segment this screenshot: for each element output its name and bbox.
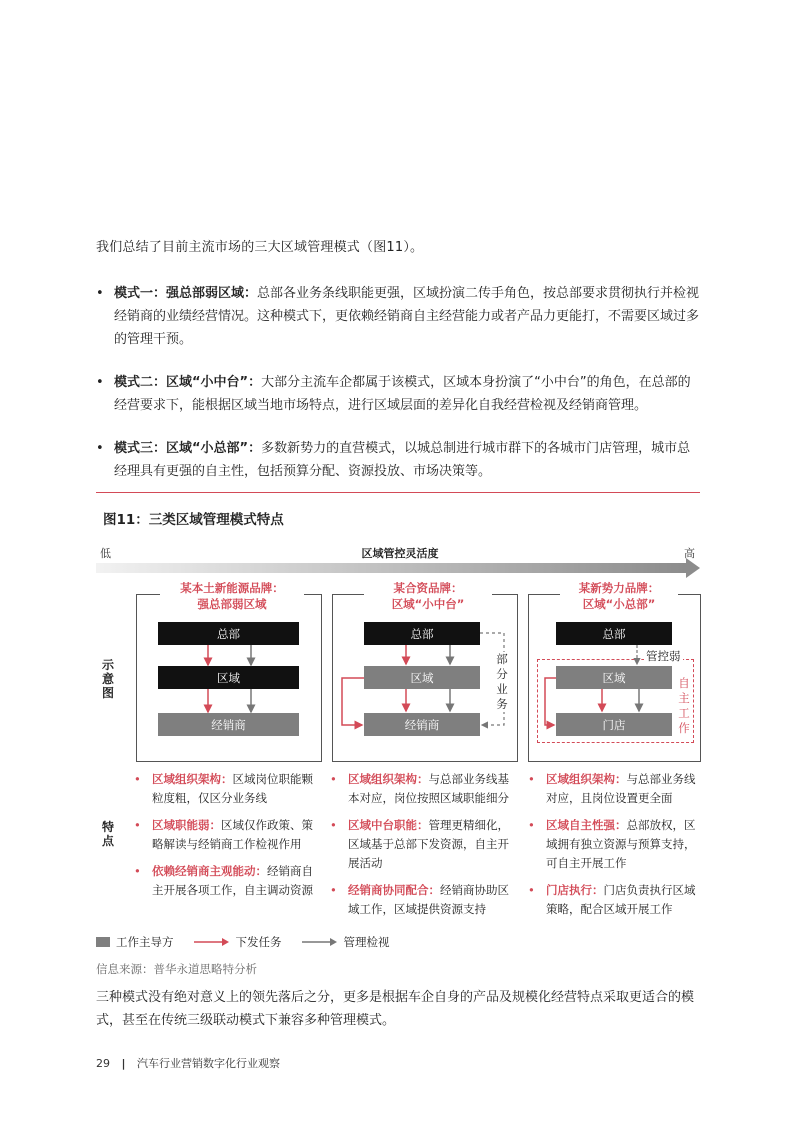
hq-box: 总部 [158, 622, 299, 645]
section-divider [96, 492, 700, 493]
side-label-features: 特点 [101, 820, 114, 848]
flexibility-gradient-bar [96, 563, 686, 573]
bullet-heading: 模式三：区域“小总部”： [114, 441, 262, 456]
legend-review: 管理检视 [343, 935, 390, 949]
bullet-text: 总部各业务条线职能更强，区域扮演二传手角色，按总部要求贯彻执行并检视经销商的业绩经营情况。这种模式下，更依赖经销商自主经营能力或者产品力更能打，不需要区域过多的管理干预。 [114, 286, 700, 347]
region-box: 区域 [364, 666, 480, 689]
self-work-note: 自主工作 [678, 676, 690, 735]
axis-title: 区域管控灵活度 [361, 547, 439, 560]
feature-item: • 区域中台职能：管理更精细化，区域基于总部下发资源，自主开展活动 [330, 818, 509, 870]
column-3-arrows [528, 622, 699, 742]
lead-swatch [96, 937, 110, 947]
bullet-text: 大部分主流车企都属于该模式，区域本身扮演了“小中台”的角色，在总部的经营要求下，能根据区域当地市场特点，进行区域层面的差异化自我经营检视及经销商管理。 [114, 375, 691, 413]
axis-low-label: 低 [100, 547, 111, 560]
hq-box: 总部 [364, 622, 480, 645]
column-2-mode: 区域“小中台” [391, 597, 465, 611]
column-3-features [528, 770, 702, 927]
bullet-dot: • [96, 286, 104, 301]
region-box: 区域 [158, 666, 299, 689]
feature-item: • 门店执行：门店负责执行区域策略，配合区域开展工作 [528, 883, 696, 916]
hq-box: 总部 [556, 622, 672, 645]
region-box: 区域 [556, 666, 672, 689]
dealer-box: 经销商 [158, 713, 299, 736]
bullet-list [96, 282, 700, 503]
figure-legend [96, 934, 390, 950]
bullet-dot: • [96, 441, 104, 456]
bullet-mode-3 [96, 437, 700, 483]
bullet-mode-1 [96, 282, 700, 351]
feature-item: • 经销商协同配合：经销商协助区域工作，区域提供资源支持 [330, 883, 509, 916]
axis-high-label: 高 [684, 547, 695, 560]
column-2-brand: 某合资品牌： [393, 581, 463, 595]
feature-item: • 区域职能弱：区域仅作政策、策略解读与经销商工作检视作用 [134, 818, 313, 851]
figure-title: 图11：三类区域管理模式特点 [103, 512, 284, 528]
feature-item: • 区域组织架构：区域岗位职能颗粒度粗，仅区分业务线 [134, 772, 313, 805]
column-1-arrows [158, 645, 299, 713]
column-2-features [330, 770, 518, 927]
bullet-heading: 模式二：区域“小中台”： [114, 375, 262, 390]
store-box: 门店 [556, 713, 672, 736]
column-3-brand: 某新势力品牌： [578, 581, 660, 595]
gradient-arrow-head [686, 558, 700, 578]
column-1-brand: 某本土新能源品牌： [180, 581, 284, 595]
column-1-header [160, 580, 304, 612]
bullet-dot: • [96, 375, 104, 390]
dealer-box: 经销商 [364, 713, 480, 736]
page-number: 29 [96, 1057, 110, 1070]
figure-source: 信息来源：普华永道思略特分析 [96, 962, 257, 976]
side-label-diagram: 示意图 [101, 658, 114, 700]
column-1-mode: 强总部弱区域 [197, 597, 267, 611]
column-1-features [134, 770, 324, 908]
bullet-mode-2 [96, 371, 700, 417]
partial-business-note: 部分业务 [496, 652, 508, 711]
page-footer [96, 1055, 280, 1071]
feature-item: • 区域组织架构：与总部业务线对应，且岗位设置更全面 [528, 772, 696, 805]
report-title: 汽车行业营销数字化行业观察 [137, 1057, 281, 1070]
review-arrow-icon [302, 937, 338, 947]
bullet-heading: 模式一：强总部弱区域： [114, 286, 258, 301]
weak-control-note: 管控弱 [646, 649, 681, 663]
footer-separator: | [121, 1057, 126, 1070]
feature-item: • 区域自主性强：总部放权，区域拥有独立资源与预算支持，可自主开展工作 [528, 818, 696, 870]
feature-item: • 依赖经销商主观能动：经销商自主开展各项工作，自主调动资源 [134, 864, 313, 897]
column-2-header [364, 580, 492, 612]
column-3-mode: 区域“小总部” [582, 597, 656, 611]
feature-item: • 区域组织架构：与总部业务线基本对应，岗位按照区域职能细分 [330, 772, 509, 805]
legend-lead: 工作主导方 [116, 935, 174, 949]
bullet-text: 多数新势力的直营模式，以城总制进行城市群下的各城市门店管理，城市总经理具有更强的自主性，包括预算分配、资源投放、市场决策等。 [114, 441, 691, 479]
legend-assign: 下发任务 [235, 935, 282, 949]
assign-arrow-icon [194, 937, 230, 947]
column-3-header [560, 580, 678, 612]
intro-paragraph: 我们总结了目前主流市场的三大区域管理模式（图11）。 [96, 240, 424, 255]
conclusion-paragraph: 三种模式没有绝对意义上的领先落后之分，更多是根据车企自身的产品及规模化经营特点采取更适合的模式，甚至在传统三级联动模式下兼容多种管理模式。 [96, 990, 695, 1028]
column-2-arrows [332, 622, 516, 742]
